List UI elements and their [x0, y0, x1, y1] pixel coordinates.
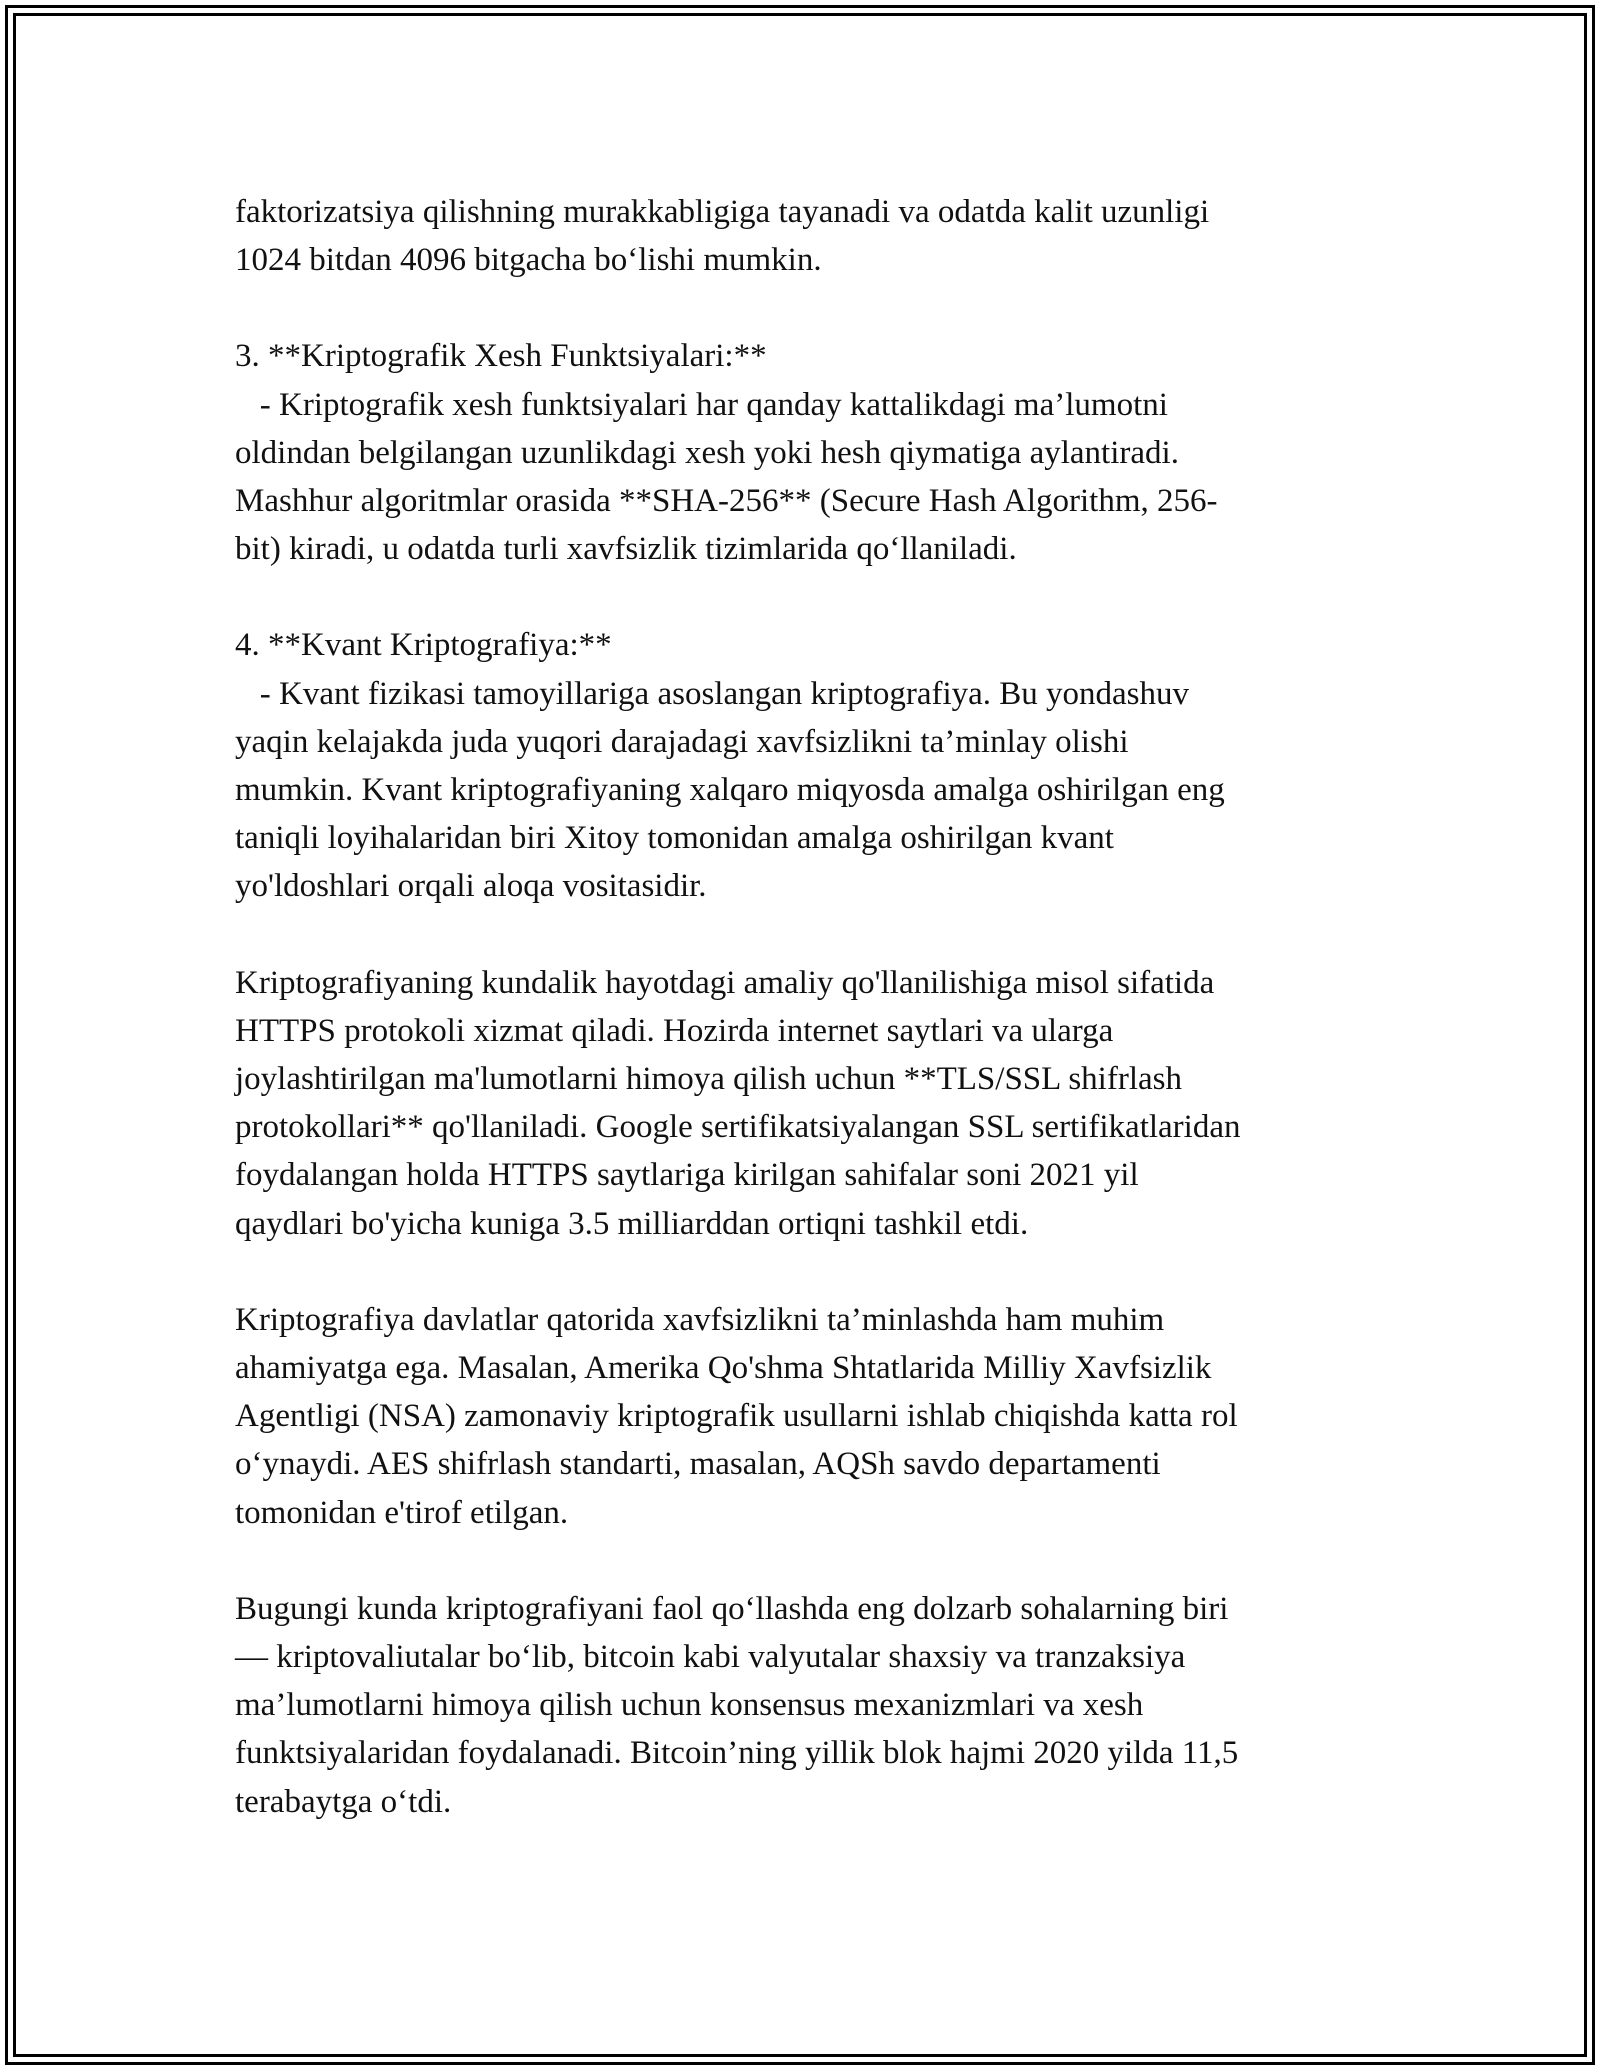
text-line: tomonidan e'tirof etilgan. — [235, 1494, 569, 1531]
text-line: funktsiyalaridan foydalanadi. Bitcoin’ning yillik blok hajmi 2020 yilda 11,5 — [235, 1735, 1239, 1772]
text-line: HTTPS protokoli xizmat qiladi. Hozirda internet saytlari va ularga — [235, 1012, 1114, 1049]
text-line: ahamiyatga ega. Masalan, Amerika Qo'shma Shtatlarida Milliy Xavfsizlik — [235, 1350, 1212, 1387]
text-line: - Kriptografik xesh funktsiyalari har qanday kattalikdagi ma’lumotni — [235, 386, 1168, 423]
text-line: - Kvant fizikasi tamoyillariga asoslangan kriptografiya. Bu yondashuv — [235, 675, 1190, 712]
text-line: — kriptovaliutalar bo‘lib, bitcoin kabi valyutalar shaxsiy va tranzaksiya — [235, 1639, 1186, 1676]
text-line: foydalangan holda HTTPS saytlariga kirilgan sahifalar soni 2021 yil — [235, 1157, 1139, 1194]
text-line: Kriptografiyaning kundalik hayotdagi amaliy qo'llanilishiga misol sifatida — [235, 964, 1215, 1001]
text-line: oldindan belgilangan uzunlikdagi xesh yoki hesh qiymatiga aylantiradi. — [235, 434, 1179, 471]
paragraph-rsa-continuation — [235, 188, 1385, 284]
document-body — [235, 188, 1385, 1826]
text-line: mumkin. Kvant kriptografiyaning xalqaro miqyosda amalga oshirilgan eng — [235, 772, 1225, 809]
paragraph-state-security — [235, 1296, 1385, 1537]
text-line: o‘ynaydi. AES shifrlash standarti, masalan, AQSh savdo departamenti — [235, 1446, 1161, 1483]
paragraph-https — [235, 959, 1385, 1248]
text-line: Agentligi (NSA) zamonaviy kriptografik usullarni ishlab chiqishda katta rol — [235, 1398, 1238, 1435]
text-line: ma’lumotlarni himoya qilish uchun konsensus mexanizmlari va xesh — [235, 1687, 1144, 1724]
text-line: 1024 bitdan 4096 bitgacha bo‘lishi mumkin. — [235, 242, 822, 279]
paragraph-quantum-cryptography — [235, 621, 1385, 910]
list-item-heading: 3. **Kriptografik Xesh Funktsiyalari:** — [235, 338, 767, 375]
text-line: Bugungi kunda kriptografiyani faol qo‘llashda eng dolzarb sohalarning biri — [235, 1590, 1229, 1627]
text-line: Kriptografiya davlatlar qatorida xavfsizlikni ta’minlashda ham muhim — [235, 1301, 1165, 1338]
text-line: taniqli loyihalaridan biri Xitoy tomonidan amalga oshirilgan kvant — [235, 820, 1114, 857]
text-line: Mashhur algoritmlar orasida **SHA-256** (Secure Hash Algorithm, 256- — [235, 483, 1218, 520]
text-line: yaqin kelajakda juda yuqori darajadagi xavfsizlikni ta’minlay olishi — [235, 723, 1129, 760]
text-line: protokollari** qo'llaniladi. Google sertifikatsiyalangan SSL sertifikatlaridan — [235, 1109, 1241, 1146]
text-line: bit) kiradi, u odatda turli xavfsizlik tizimlarida qo‘llaniladi. — [235, 531, 1017, 568]
paragraph-cryptocurrency — [235, 1585, 1385, 1826]
list-item-heading: 4. **Kvant Kriptografiya:** — [235, 627, 612, 664]
text-line: joylashtirilgan ma'lumotlarni himoya qilish uchun **TLS/SSL shifrlash — [235, 1061, 1182, 1098]
text-line: yo'ldoshlari orqali aloqa vositasidir. — [235, 868, 707, 905]
text-line: qaydlari bo'yicha kuniga 3.5 milliarddan ortiqni tashkil etdi. — [235, 1205, 1029, 1242]
text-line: terabaytga o‘tdi. — [235, 1783, 452, 1820]
paragraph-hash-functions — [235, 332, 1385, 573]
text-line: faktorizatsiya qilishning murakkabligiga tayanadi va odatda kalit uzunligi — [235, 194, 1210, 230]
